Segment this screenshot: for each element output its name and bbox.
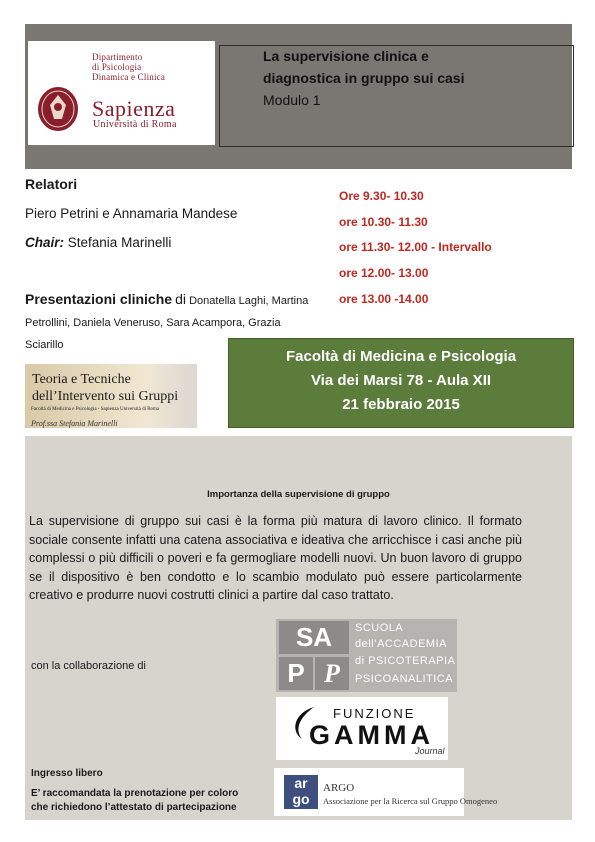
venue-faculty: Facoltà di Medicina e Psicologia: [285, 348, 517, 365]
department-line: Dinamica e Clinica: [92, 72, 166, 82]
schedule-item: ore 13.00 -14.00: [339, 292, 429, 306]
sapienza-subtitle: Università di Roma: [93, 119, 177, 130]
funzione-gamma-line1: FUNZIONE: [333, 706, 416, 721]
schedule-item: ore 12.00- 13.00: [339, 266, 429, 280]
speakers-heading: Relatori: [25, 176, 78, 192]
sapienza-name: Sapienza: [92, 96, 176, 121]
chair-name: Stefania Marinelli: [67, 235, 172, 250]
schedule-item: Ore 9.30- 10.30: [339, 189, 424, 203]
argo-name: ARGO: [323, 782, 355, 794]
event-title-line1: La supervisione clinica e: [263, 48, 429, 64]
funzione-gamma-journal: Journal: [415, 746, 445, 756]
sap-logo-text: SCUOLA: [355, 622, 404, 634]
module-label: Modulo 1: [263, 92, 321, 108]
schedule-item: ore 10.30- 11.30: [339, 215, 428, 229]
chair-label: Chair:: [25, 235, 65, 250]
free-entry: Ingresso libero: [31, 768, 103, 779]
course-logo-line3: Facoltà di Medicina e Psicologia - Sapienza Università di Roma: [31, 407, 160, 412]
chair-line: [25, 235, 171, 250]
venue-date: 21 febbraio 2015: [342, 396, 460, 413]
presentations-names: Donatella Laghi, Martina Petrollini, Daniela Veneruso, Sara Acampora, Grazia Sciarillo: [25, 295, 309, 351]
booking-note-line1: E’ raccomandata la prenotazione per coloro: [31, 788, 239, 799]
importance-heading: Importanza della supervisione di gruppo: [207, 489, 390, 500]
course-logo-line1: Teoria e Tecniche: [32, 372, 131, 387]
funzione-gamma-line2: GAMMA: [309, 720, 434, 750]
presentations-di: di: [175, 291, 187, 307]
sap-logo-text: dell’ACCADEMIA: [355, 638, 447, 650]
sap-logo-text: di PSICOTERAPIA: [355, 655, 456, 667]
argo-description: Associazione per la Ricerca sul Gruppo Omogeneo: [323, 796, 498, 806]
sap-logo-text: PSICOANALITICA: [355, 673, 454, 685]
collaboration-label: con la collaborazione di: [31, 660, 146, 672]
sap-logo-letter: P: [279, 657, 313, 690]
schedule-item: ore 11.30- 12.00 - Intervallo: [339, 240, 492, 254]
importance-body: La supervisione di gruppo sui casi è la forma più matura di lavoro clinico. Il formato sociale consente infatti una catena associativa e ideativa che arricchisce i casi anche più complessi o più difficili o poveri e fa germogliare modelli nuovi. Un buon lavoro di gruppo se il dispositivo è ben condotto e lo scambio modulato può essere particolarmente creativo e produrre nuovi costrutti clinici a partire dal caso trattato.: [29, 514, 522, 603]
department-line: di Psicologia: [92, 62, 142, 72]
department-line: Dipartimento: [92, 52, 143, 62]
venue-address: Via dei Marsi 78 - Aula XII: [310, 372, 492, 389]
speakers-names: Piero Petrini e Annamaria Mandese: [25, 206, 238, 221]
sap-logo-letters: SA: [279, 621, 349, 654]
sap-logo-letter: P: [315, 657, 349, 690]
course-logo-professor: Prof.ssa Stefania Marinelli: [31, 419, 118, 428]
event-title-line2: diagnostica in gruppo sui casi: [263, 70, 465, 86]
presentations-heading: Presentazioni cliniche: [25, 291, 173, 307]
sapienza-seal-icon: [36, 85, 80, 133]
course-logo-line2: dell’Intervento sui Gruppi: [32, 389, 179, 404]
argo-mark: ar go: [284, 775, 318, 809]
booking-note-line2: che richiedono l’attestato di partecipazione: [31, 802, 237, 813]
